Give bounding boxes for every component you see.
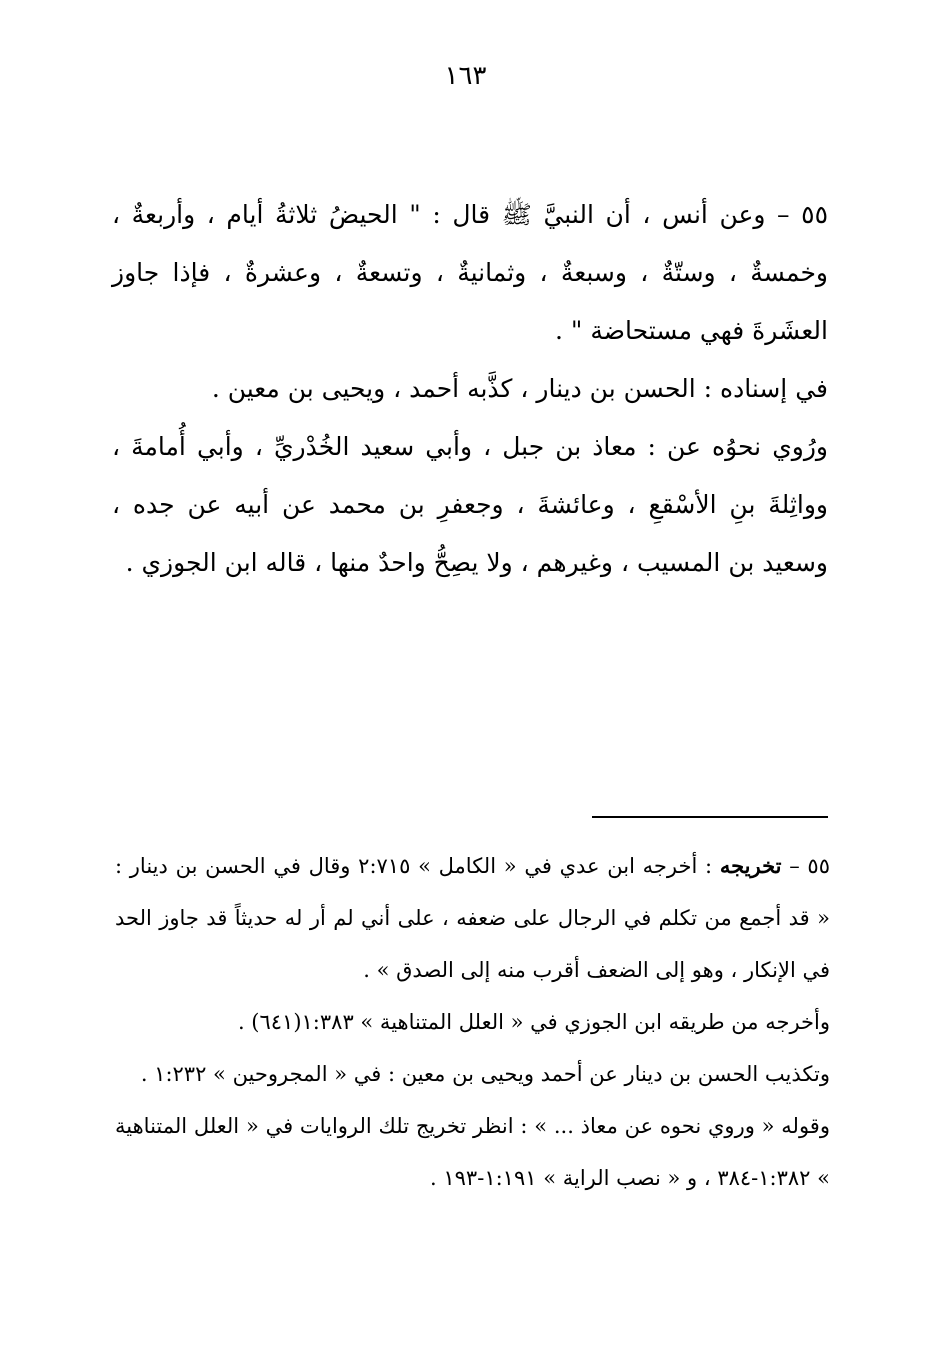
footnote-text: : أخرجه ابن عدي في « الكامل » ٢:٧١٥ وقال في الحسن بن دينار : « قد أجمع من تكلم في الرجال على ضعفه ، على أني لم أر له حديثاً قد جاوز الحد في الإنكار ، وهو إلى الضعف أقرب منه إلى الصدق » . [115, 854, 830, 982]
isnad-paragraph: في إسناده : الحسن بن دينار ، كذَّبه أحمد ، ويحيى بن معين . [211, 374, 828, 403]
footnote-heading: تخريجه [719, 853, 782, 878]
narrations-paragraph: ورُوي نحوُه عن : معاذ بن جبل ، وأبي سعيد الخُدْريِّ ، وأبي أُمامةَ ، وواثِلةَ بنِ الأسْقعِ ، وعائشةَ ، وجعفرِ بن محمد عن أبيه عن جده ، وسعيد بن المسيب ، وغيرهم ، ولا يصِحُّ واحدٌ منها ، قاله ابن الجوزي . [112, 432, 828, 577]
footnote-majruhin: وتكذيب الحسن بن دينار عن أحمد ويحيى بن معين : في « المجروحين » ١:٢٣٢ . [140, 1062, 830, 1086]
main-text [112, 186, 828, 592]
footnotes [115, 840, 830, 1204]
footnote-number: ٥٥ – [781, 854, 830, 878]
footnote-takhrij [115, 840, 830, 996]
page-number: ١٦٣ [444, 61, 487, 91]
hadith-paragraph: ٥٥ – وعن أنس ، أن النبيَّ ﷺ قال : " الحيضُ ثلاثةُ أيام ، وأربعةٌ ، وخمسةٌ ، وستّةٌ ، وسبعةٌ ، وثمانيةٌ ، وتسعةٌ ، وعشرةٌ ، فإذا جاوز العشَرةَ فهي مستحاضة " . [112, 200, 828, 345]
footnote-divider [592, 816, 828, 818]
footnote-narrations: وقوله « وروي نحوه عن معاذ ... » : انظر تخريج تلك الروايات في « العلل المتناهية » ١:٣٨٢-٣٨٤ ، و « نصب الراية » ١:١٩١-١٩٣ . [115, 1114, 830, 1190]
footnote-ibn-jawzi: وأخرجه من طريقه ابن الجوزي في « العلل المتناهية » ١:٣٨٣(٦٤١) . [237, 1010, 830, 1034]
